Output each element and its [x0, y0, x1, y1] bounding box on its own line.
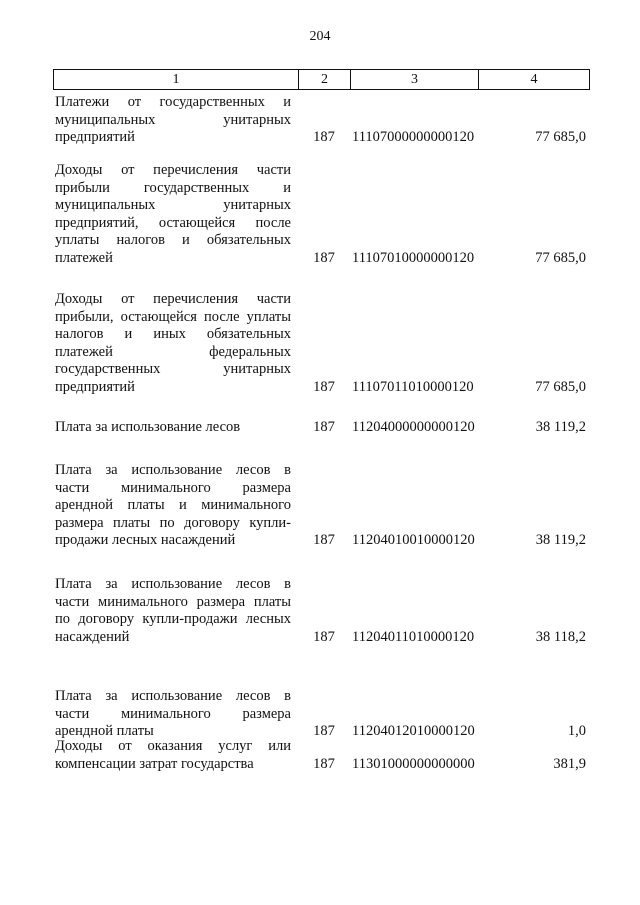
amount-value: 38 118,2 [535, 628, 586, 645]
description-line: предприятий [55, 378, 135, 395]
description-line: уплаты налогов и обязательных [55, 232, 291, 248]
description-line: прибыли, остающейся после уплаты [55, 308, 291, 325]
description-line: Доходы от оказания услуг или [55, 738, 291, 754]
amount-value: 38 119,2 [535, 419, 586, 435]
amount-value: 381,9 [553, 755, 586, 772]
description-line: продажи лесных насаждений [55, 532, 236, 548]
admin-code: 187 [313, 419, 335, 435]
budget-classification-code: 11204012010000120 [352, 723, 475, 739]
row-description [55, 462, 291, 550]
amount-value: 77 685,0 [535, 378, 586, 395]
admin-code: 187 [313, 378, 335, 395]
row-description [55, 162, 291, 267]
admin-code: 187 [313, 755, 335, 772]
description-line: государственных унитарных [55, 361, 291, 377]
amount-value: 77 685,0 [535, 249, 586, 266]
budget-classification-code: 11107010000000120 [352, 249, 475, 266]
description-line: Плата за использование лесов в [55, 688, 291, 704]
budget-classification-code: 11204000000000120 [352, 419, 475, 435]
description-line: арендной платы [55, 723, 154, 739]
amount-value: 1,0 [567, 723, 586, 739]
description-line: части минимального размера [55, 479, 291, 496]
description-line: Доходы от перечисления части [55, 162, 291, 178]
description-line: Платежи от государственных и [55, 94, 291, 110]
description-line: размера платы по договору купли- [55, 514, 291, 531]
description-line: муниципальных унитарных [55, 197, 291, 213]
description-line: муниципальных унитарных [55, 111, 291, 128]
description-line: части минимального размера [55, 705, 291, 722]
amount-value: 77 685,0 [535, 129, 586, 145]
description-line: части минимального размера платы [55, 593, 291, 610]
description-line: Плата за использование лесов в [55, 462, 291, 478]
budget-classification-code: 11204010010000120 [352, 532, 475, 548]
description-line: Плата за использование лесов [55, 419, 241, 435]
description-line: налогов и иных обязательных [55, 326, 291, 342]
description-line: предприятий, остающейся после [55, 214, 291, 231]
row-description [55, 94, 291, 147]
admin-code: 187 [313, 249, 335, 266]
row-description [55, 576, 291, 646]
description-line: компенсации затрат государства [55, 755, 254, 772]
description-line: платежей федеральных [55, 343, 291, 360]
description-line: прибыли государственных и [55, 179, 291, 196]
column-header-1: 1 [53, 69, 298, 90]
row-description [55, 419, 291, 437]
admin-code: 187 [313, 723, 335, 739]
row-description [55, 738, 291, 773]
description-line: Доходы от перечисления части [55, 291, 291, 307]
budget-classification-code: 11107000000000120 [352, 129, 475, 145]
table-header [53, 69, 590, 90]
budget-classification-code: 11301000000000000 [352, 755, 475, 772]
description-line: Плата за использование лесов в [55, 576, 291, 592]
admin-code: 187 [313, 129, 335, 145]
budget-classification-code: 11107011010000120 [352, 378, 474, 395]
column-header-3: 3 [350, 69, 478, 90]
column-header-2: 2 [298, 69, 350, 90]
description-line: по договору купли-продажи лесных [55, 611, 291, 627]
row-description [55, 291, 291, 396]
admin-code: 187 [313, 532, 335, 548]
admin-code: 187 [313, 628, 335, 645]
row-description [55, 688, 291, 741]
description-line: насаждений [55, 628, 130, 645]
description-line: арендной платы и минимального [55, 497, 291, 513]
page-number: 204 [309, 29, 331, 44]
amount-value: 38 119,2 [535, 532, 586, 548]
budget-classification-code: 11204011010000120 [352, 628, 475, 645]
description-line: предприятий [55, 129, 135, 145]
column-header-4: 4 [478, 69, 590, 90]
description-line: платежей [55, 249, 113, 266]
